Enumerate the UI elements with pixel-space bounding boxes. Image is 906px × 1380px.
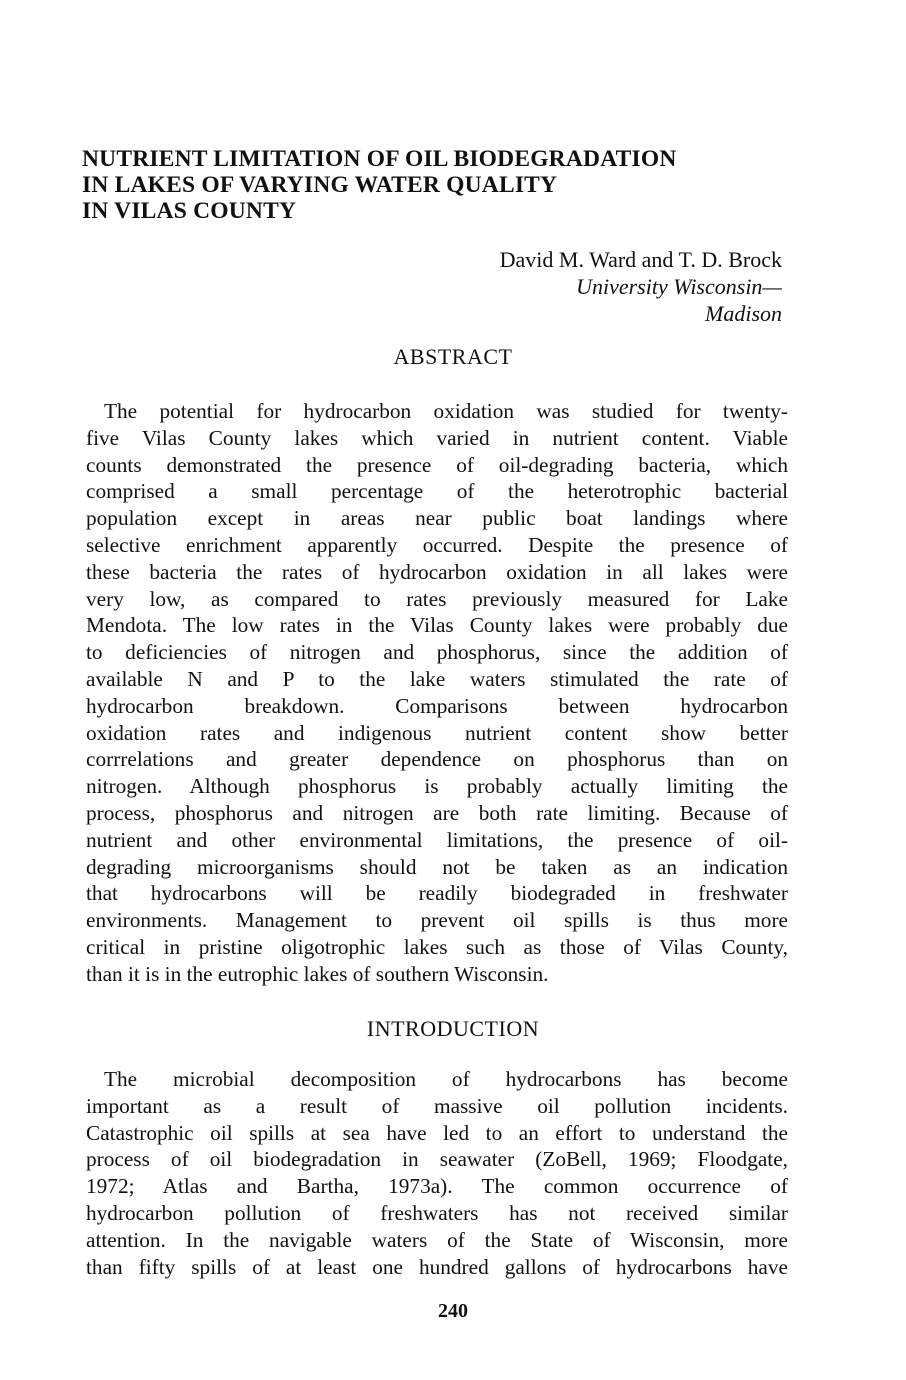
abstract-line: counts demonstrated the presence of oil-degrading bacteria, which xyxy=(86,452,788,477)
abstract-line: to deficiencies of nitrogen and phosphorus, since the addition of xyxy=(86,640,788,665)
affiliation-line: Madison xyxy=(705,301,782,326)
abstract-line: degrading microorganisms should not be taken as an indication xyxy=(86,854,788,879)
abstract-line: The potential for hydrocarbon oxidation was studied for twenty- xyxy=(104,399,788,423)
affiliation-line: University Wisconsin— xyxy=(576,274,782,299)
abstract-line: corrrelations and greater dependence on phosphorus than on xyxy=(86,747,788,772)
abstract-line: hydrocarbon breakdown. Comparisons between hydrocarbon xyxy=(86,693,788,718)
introduction-body xyxy=(86,1066,788,1280)
abstract-line: critical in pristine oligotrophic lakes such as those of Vilas County, xyxy=(86,934,788,959)
abstract-line: environments. Management to prevent oil spills is thus more xyxy=(86,908,788,933)
introduction-line: 1972; Atlas and Bartha, 1973a). The common occurrence of xyxy=(86,1174,788,1199)
abstract-line: nutrient and other environmental limitations, the presence of oil- xyxy=(86,827,788,852)
abstract-line: these bacteria the rates of hydrocarbon oxidation in all lakes were xyxy=(86,559,788,584)
introduction-line: than fifty spills of at least one hundred gallons of hydrocarbons have xyxy=(86,1254,788,1279)
abstract-line: that hydrocarbons will be readily biodegraded in freshwater xyxy=(86,881,788,906)
introduction-line: Catastrophic oil spills at sea have led to an effort to understand the xyxy=(86,1120,788,1145)
abstract-line: process, phosphorus and nitrogen are both rate limiting. Because of xyxy=(86,800,788,825)
abstract-line: five Vilas County lakes which varied in nutrient content. Viable xyxy=(86,425,788,450)
introduction-line: attention. In the navigable waters of the State of Wisconsin, more xyxy=(86,1227,788,1252)
abstract-line: population except in areas near public boat landings where xyxy=(86,506,788,531)
author-block xyxy=(500,246,782,327)
title-line: NUTRIENT LIMITATION OF OIL BIODEGRADATION xyxy=(82,146,677,172)
abstract-line: selective enrichment apparently occurred. Despite the presence of xyxy=(86,532,788,557)
introduction-heading: INTRODUCTION xyxy=(366,1016,540,1041)
abstract-line: very low, as compared to rates previously measured for Lake xyxy=(86,586,788,611)
abstract-line: oxidation rates and indigenous nutrient content show better xyxy=(86,720,788,745)
paper-title xyxy=(82,146,802,224)
introduction-line: important as a result of massive oil pollution incidents. xyxy=(86,1093,788,1118)
title-line: IN VILAS COUNTY xyxy=(82,198,297,224)
page-number: 240 xyxy=(438,1300,468,1322)
abstract-body xyxy=(86,398,788,988)
abstract-line: available N and P to the lake waters stimulated the rate of xyxy=(86,666,788,691)
abstract-line: nitrogen. Although phosphorus is probably actually limiting the xyxy=(86,774,788,799)
introduction-line: The microbial decomposition of hydrocarbons has become xyxy=(104,1067,788,1091)
abstract-line: Mendota. The low rates in the Vilas County lakes were probably due xyxy=(86,613,788,638)
abstract-line: than it is in the eutrophic lakes of southern Wisconsin. xyxy=(86,961,549,986)
abstract-heading: ABSTRACT xyxy=(393,344,513,369)
title-line: IN LAKES OF VARYING WATER QUALITY xyxy=(82,172,558,198)
introduction-line: process of oil biodegradation in seawater (ZoBell, 1969; Floodgate, xyxy=(86,1147,788,1172)
introduction-line: hydrocarbon pollution of freshwaters has not received similar xyxy=(86,1200,788,1225)
author-names: David M. Ward and T. D. Brock xyxy=(499,247,782,272)
abstract-line: comprised a small percentage of the heterotrophic bacterial xyxy=(86,479,788,504)
